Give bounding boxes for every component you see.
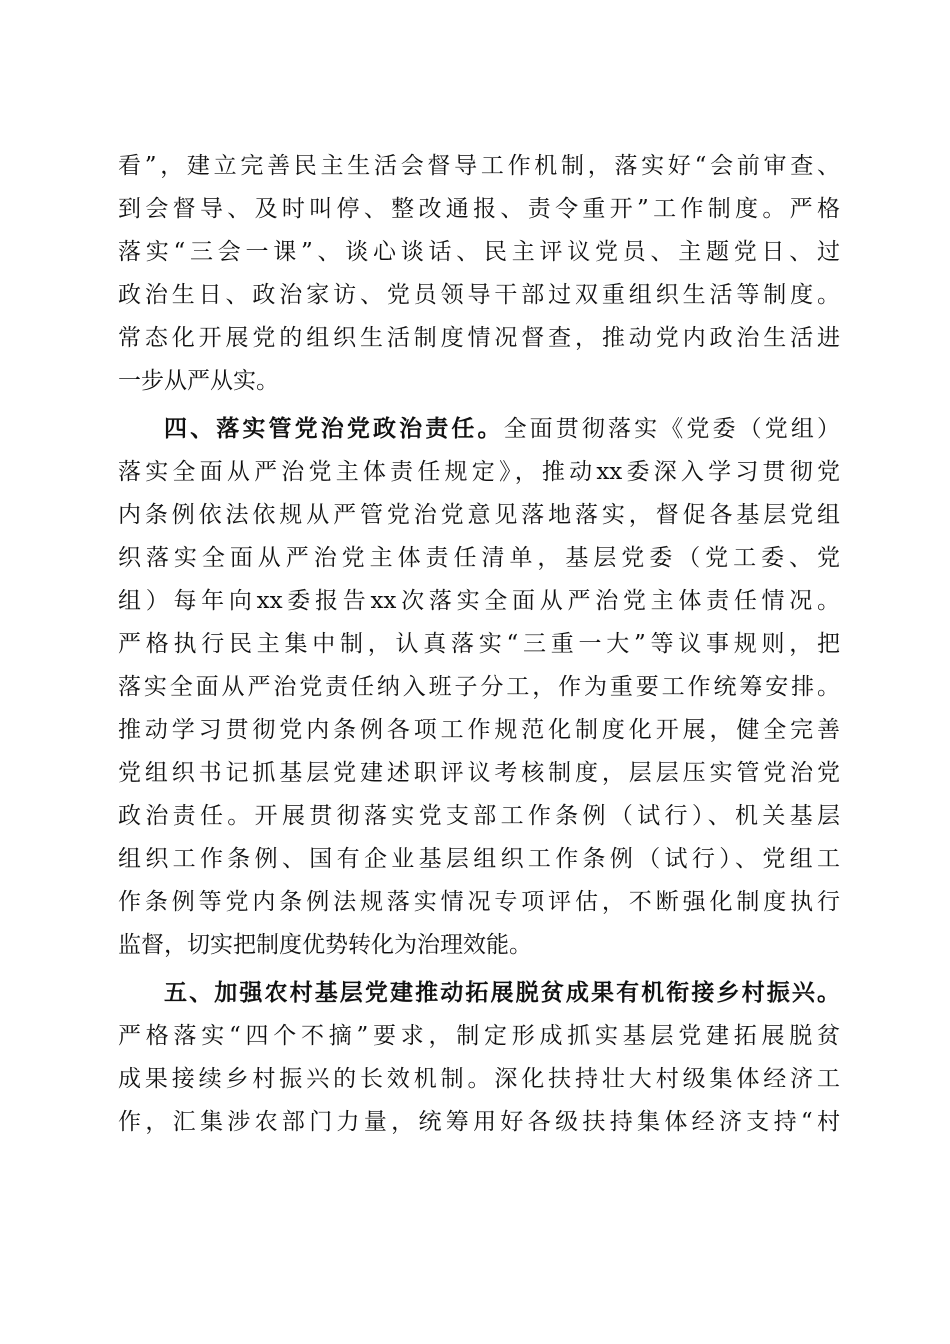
section-4-first-line-text: 全面贯彻落实《党委（党组） — [503, 416, 841, 442]
text-line: 严格落实“四个不摘”要求，制定形成抓实基层党建拓展脱贫 — [118, 1023, 840, 1049]
section-4-heading: 四、落实管党治党政治责任。 — [164, 416, 504, 442]
text-line: 推动学习贯彻党内条例各项工作规范化制度化开展，健全完善 — [118, 717, 840, 743]
text-line: 落实全面从严治党责任纳入班子分工，作为重要工作统筹安排。 — [118, 674, 840, 700]
section-5-first-line — [164, 973, 840, 1013]
text-line: 常态化开展党的组织生活制度情况督查，推动党内政治生活进 — [118, 325, 840, 351]
text-line: 政治生日、政治家访、党员领导干部过双重组织生活等制度。 — [118, 282, 840, 308]
text-line: 落实全面从严治党主体责任规定》，推动xx委深入学习贯彻党 — [118, 459, 840, 485]
text-line: 组织工作条例、国有企业基层组织工作条例（试行）、党组工 — [118, 846, 840, 872]
text-line: 落实“三会一课”、谈心谈话、民主评议党员、主题党日、过 — [118, 239, 840, 265]
text-line: 一步从严从实。 — [118, 368, 279, 394]
text-line: 内条例依法依规从严管党治党意见落地落实，督促各基层党组 — [118, 502, 840, 528]
text-line: 组）每年向xx委报告xx次落实全面从严治党主体责任情况。 — [118, 588, 840, 614]
text-line: 织落实全面从严治党主体责任清单，基层党委（党工委、党 — [118, 545, 840, 571]
text-line: 到会督导、及时叫停、整改通报、责令重开”工作制度。严格 — [118, 196, 840, 222]
text-line: 看”，建立完善民主生活会督导工作机制，落实好“会前审查、 — [118, 153, 840, 179]
section-5-heading: 五、加强农村基层党建推动拓展脱贫成果有机衔接乡村振兴。 — [164, 980, 840, 1006]
text-line: 监督，切实把制度优势转化为治理效能。 — [118, 932, 532, 958]
text-line: 党组织书记抓基层党建述职评议考核制度，层层压实管党治党 — [118, 760, 840, 786]
text-line: 作条例等党内条例法规落实情况专项评估，不断强化制度执行 — [118, 889, 840, 915]
text-line: 严格执行民主集中制，认真落实“三重一大”等议事规则，把 — [118, 631, 840, 657]
text-line: 成果接续乡村振兴的长效机制。深化扶持壮大村级集体经济工 — [118, 1066, 840, 1092]
section-4-first-line — [164, 409, 840, 449]
text-line: 作，汇集涉农部门力量，统筹用好各级扶持集体经济支持“村 — [118, 1109, 840, 1135]
text-line: 政治责任。开展贯彻落实党支部工作条例（试行）、机关基层 — [118, 803, 840, 829]
